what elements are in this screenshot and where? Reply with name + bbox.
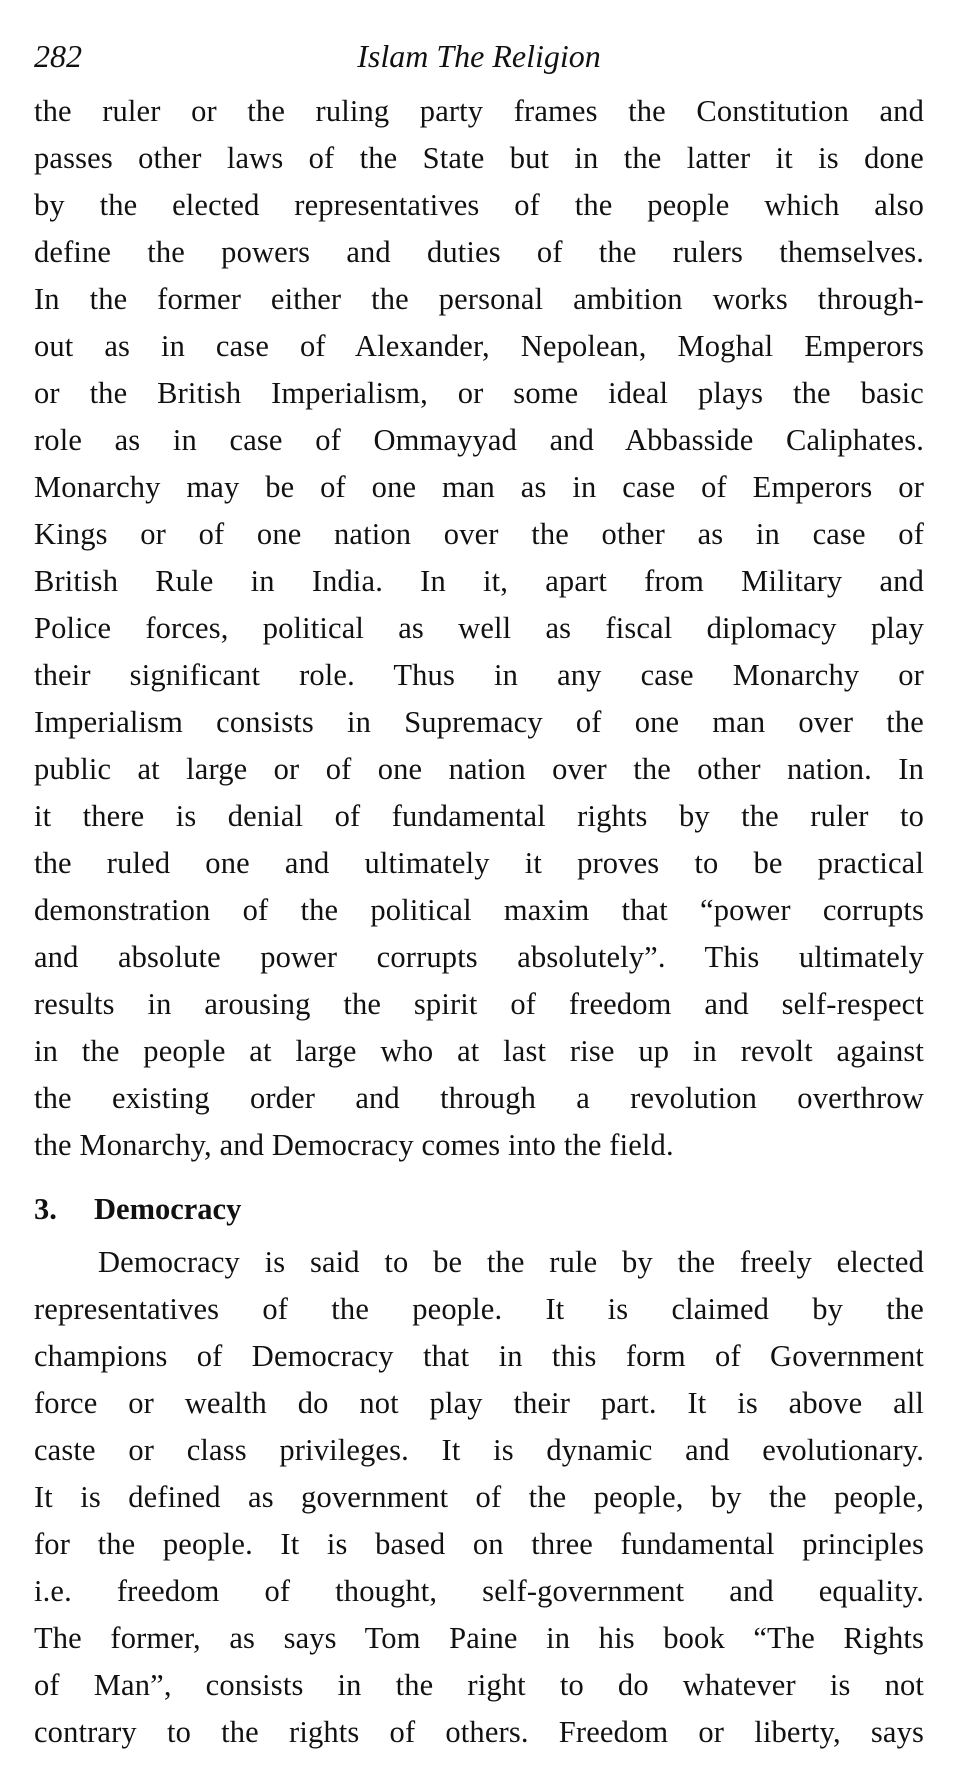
text-line: the existing order and through a revolution overthrow: [34, 1081, 924, 1115]
text-line: The former, as says Tom Paine in his book “The Rights: [34, 1621, 924, 1655]
book-page: [34, 36, 924, 1756]
text-line: the ruled one and ultimately it proves to be practical: [34, 846, 924, 880]
text-line: define the powers and duties of the rulers themselves.: [34, 235, 924, 269]
text-line: Monarchy may be of one man as in case of Emperors or: [34, 470, 924, 504]
section-number: 3.: [34, 1192, 57, 1226]
text-line: caste or class privileges. It is dynamic and evolutionary.: [34, 1433, 924, 1467]
text-line: public at large or of one nation over the other nation. In: [34, 752, 924, 786]
text-line: representatives of the people. It is claimed by the: [34, 1292, 924, 1326]
text-line: out as in case of Alexander, Nepolean, Moghal Emperors: [34, 329, 924, 363]
paragraph-democracy: [34, 1239, 924, 1756]
text-line: champions of Democracy that in this form of Government: [34, 1339, 924, 1373]
running-title: Islam The Religion: [357, 38, 601, 74]
text-line: the Monarchy, and Democracy comes into the field.: [34, 1128, 674, 1162]
running-head: [34, 36, 924, 76]
text-line: Imperialism consists in Supremacy of one man over the: [34, 705, 924, 739]
paragraph-monarchy: [34, 88, 924, 1169]
text-line: their significant role. Thus in any case Monarchy or: [34, 658, 924, 692]
text-line: demonstration of the political maxim that “power corrupts: [34, 893, 924, 927]
text-line: in the people at large who at last rise up in revolt against: [34, 1034, 924, 1068]
text-line: it there is denial of fundamental rights by the ruler to: [34, 799, 924, 833]
text-line: by the elected representatives of the people which also: [34, 188, 924, 222]
text-line: force or wealth do not play their part. It is above all: [34, 1386, 924, 1420]
text-line: In the former either the personal ambition works through-: [34, 282, 924, 316]
text-line: results in arousing the spirit of freedom and self-respect: [34, 987, 924, 1021]
text-line: Democracy is said to be the rule by the freely elected: [98, 1245, 924, 1279]
text-line: Kings or of one nation over the other as in case of: [34, 517, 924, 551]
section-heading: [34, 1183, 924, 1235]
text-line: contrary to the rights of others. Freedom or liberty, says: [34, 1715, 924, 1749]
text-line: British Rule in India. In it, apart from Military and: [34, 564, 924, 598]
text-line: It is defined as government of the people, by the people,: [34, 1480, 924, 1514]
text-line: the ruler or the ruling party frames the Constitution and: [34, 94, 924, 128]
text-line: Police forces, political as well as fiscal diplomacy play: [34, 611, 924, 645]
text-line: or the British Imperialism, or some ideal plays the basic: [34, 376, 924, 410]
text-line: i.e. freedom of thought, self-government and equality.: [34, 1574, 924, 1608]
section-title: Democracy: [94, 1192, 242, 1226]
text-line: of Man”, consists in the right to do whatever is not: [34, 1668, 924, 1702]
text-line: for the people. It is based on three fundamental principles: [34, 1527, 924, 1561]
text-line: passes other laws of the State but in the latter it is done: [34, 141, 924, 175]
text-line: and absolute power corrupts absolutely”. This ultimately: [34, 940, 924, 974]
page-number: 282: [34, 38, 82, 74]
text-line: role as in case of Ommayyad and Abbasside Caliphates.: [34, 423, 924, 457]
